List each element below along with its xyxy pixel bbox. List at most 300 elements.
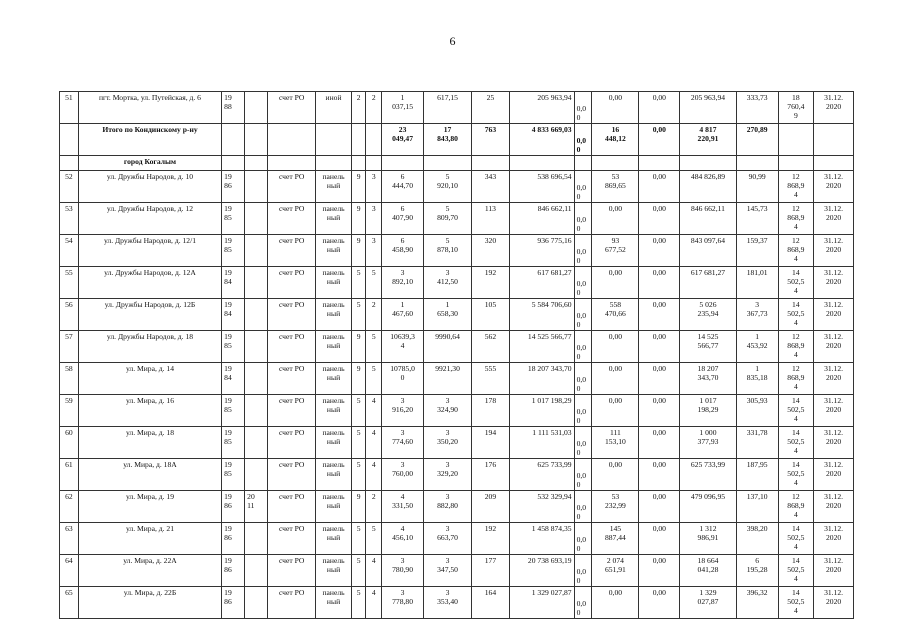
floors: 9 [351,203,366,235]
unit-cost: 1 453,92 [736,331,778,363]
floors: 5 [351,587,366,619]
floors: 9 [351,235,366,267]
area-total: 4 331,50 [382,491,424,523]
fund-federal: 0,0 0 [574,203,592,235]
entrances: 2 [366,491,382,523]
build-year: 19 85 [222,395,245,427]
fund-municipal: 0,00 [639,363,680,395]
area-living: 3 412,50 [423,267,471,299]
entrances: 4 [366,459,382,491]
fund-owners: 1 329 027,87 [680,587,736,619]
residents: 343 [472,171,510,203]
entrances: 2 [366,92,382,124]
area-living: 617,15 [423,92,471,124]
entrances: 3 [366,171,382,203]
fund-method: счет РО [268,92,316,124]
deadline: 31.12. 2020 [814,299,854,331]
unit-limit: 12 868,9 4 [778,331,814,363]
fund-regional: 53 232,99 [592,491,639,523]
total-fund-municipal: 0,00 [639,124,680,156]
unit-cost: 398,20 [736,523,778,555]
fund-regional: 0,00 [592,363,639,395]
address: ул. Мира, д. 21 [78,523,221,555]
area-living: 5 920,10 [423,171,471,203]
residents: 25 [472,92,510,124]
row-number: 60 [60,427,79,459]
residents: 113 [472,203,510,235]
row-number: 56 [60,299,79,331]
total-fund-regional: 16 448,12 [592,124,639,156]
row-number: 61 [60,459,79,491]
fund-federal: 0,0 0 [574,235,592,267]
area-living: 3 329,20 [423,459,471,491]
unit-cost: 331,78 [736,427,778,459]
deadline: 31.12. 2020 [814,395,854,427]
fund-owners: 18 207 343,70 [680,363,736,395]
table-row [60,491,854,523]
fund-method: счет РО [268,459,316,491]
address: ул. Мира, д. 22А [78,555,221,587]
fund-owners: 843 097,64 [680,235,736,267]
deadline: 31.12. 2020 [814,555,854,587]
renovation-year [245,171,268,203]
wall-material: панель ный [316,363,352,395]
unit-limit: 12 868,9 4 [778,363,814,395]
fund-municipal: 0,00 [639,92,680,124]
fund-method: счет РО [268,491,316,523]
unit-limit: 14 502,5 4 [778,267,814,299]
cost-total: 205 963,94 [509,92,574,124]
renovation-year [245,203,268,235]
unit-limit: 14 502,5 4 [778,523,814,555]
area-living: 3 347,50 [423,555,471,587]
fund-regional: 0,00 [592,459,639,491]
fund-municipal: 0,00 [639,235,680,267]
build-year: 19 86 [222,523,245,555]
deadline: 31.12. 2020 [814,92,854,124]
total-label: Итого по Кондинскому р-ну [78,124,221,156]
area-total: 3 760,00 [382,459,424,491]
row-number: 63 [60,523,79,555]
fund-regional: 0,00 [592,587,639,619]
renovation-year [245,267,268,299]
unit-limit: 12 868,9 4 [778,171,814,203]
residents: 209 [472,491,510,523]
entrances: 4 [366,427,382,459]
fund-owners: 484 826,89 [680,171,736,203]
row-number: 53 [60,203,79,235]
table-row [60,523,854,555]
table-row [60,459,854,491]
address: ул. Дружбы Народов, д. 12Б [78,299,221,331]
residents: 177 [472,555,510,587]
fund-regional: 93 677,52 [592,235,639,267]
deadline: 31.12. 2020 [814,331,854,363]
entrances: 4 [366,587,382,619]
cost-total: 20 738 693,19 [509,555,574,587]
cost-total: 1 017 198,29 [509,395,574,427]
table-row [60,427,854,459]
total-area-total: 23 049,47 [382,124,424,156]
entrances: 4 [366,395,382,427]
build-year: 19 88 [222,92,245,124]
wall-material: панель ный [316,267,352,299]
area-living: 3 350,20 [423,427,471,459]
row-number: 65 [60,587,79,619]
fund-owners: 846 662,11 [680,203,736,235]
wall-material: панель ный [316,299,352,331]
fund-owners: 1 017 198,29 [680,395,736,427]
wall-material: панель ный [316,203,352,235]
table-row [60,235,854,267]
cost-total: 14 525 566,77 [509,331,574,363]
unit-cost: 159,37 [736,235,778,267]
renovation-year: 20 11 [245,491,268,523]
cost-total: 936 775,16 [509,235,574,267]
build-year: 19 86 [222,587,245,619]
wall-material: панель ный [316,395,352,427]
unit-cost: 145,73 [736,203,778,235]
renovation-year [245,459,268,491]
fund-owners: 18 664 041,28 [680,555,736,587]
table-row [60,395,854,427]
area-total: 6 458,90 [382,235,424,267]
wall-material: панель ный [316,587,352,619]
fund-regional: 111 153,10 [592,427,639,459]
city-label: город Когалым [78,156,221,171]
floors: 5 [351,555,366,587]
table-row [60,171,854,203]
address: ул. Дружбы Народов, д. 18 [78,331,221,363]
cost-total: 625 733,99 [509,459,574,491]
fund-owners: 617 681,27 [680,267,736,299]
row-number: 59 [60,395,79,427]
residents: 562 [472,331,510,363]
fund-federal: 0,0 0 [574,587,592,619]
area-total: 10639,3 4 [382,331,424,363]
unit-limit: 14 502,5 4 [778,459,814,491]
table-row [60,203,854,235]
entrances: 5 [366,331,382,363]
residents: 164 [472,587,510,619]
renovation-year [245,587,268,619]
floors: 5 [351,299,366,331]
total-fund-owners: 4 817 220,91 [680,124,736,156]
fund-method: счет РО [268,555,316,587]
total-row [60,124,854,156]
fund-municipal: 0,00 [639,331,680,363]
residents: 176 [472,459,510,491]
residents: 105 [472,299,510,331]
unit-limit: 18 760,4 9 [778,92,814,124]
fund-federal: 0,0 0 [574,395,592,427]
unit-cost: 187,95 [736,459,778,491]
fund-method: счет РО [268,363,316,395]
unit-cost: 396,32 [736,587,778,619]
area-total: 6 444,70 [382,171,424,203]
wall-material: панель ный [316,427,352,459]
area-total: 3 780,90 [382,555,424,587]
fund-federal: 0,0 0 [574,555,592,587]
unit-cost: 90,99 [736,171,778,203]
unit-cost: 333,73 [736,92,778,124]
fund-federal: 0,0 0 [574,491,592,523]
build-year: 19 86 [222,171,245,203]
table-row [60,555,854,587]
address: пгт. Мортка, ул. Путейская, д. 6 [78,92,221,124]
fund-regional: 0,00 [592,395,639,427]
unit-cost: 3 367,73 [736,299,778,331]
table-row [60,587,854,619]
renovation-year [245,523,268,555]
floors: 5 [351,395,366,427]
area-total: 10785,0 0 [382,363,424,395]
deadline: 31.12. 2020 [814,235,854,267]
fund-municipal: 0,00 [639,555,680,587]
cost-total: 1 458 874,35 [509,523,574,555]
row-number: 58 [60,363,79,395]
unit-limit: 12 868,9 4 [778,491,814,523]
fund-regional: 0,00 [592,331,639,363]
fund-municipal: 0,00 [639,459,680,491]
fund-owners: 1 312 986,91 [680,523,736,555]
fund-regional: 2 074 651,91 [592,555,639,587]
entrances: 3 [366,203,382,235]
unit-limit: 14 502,5 4 [778,299,814,331]
fund-municipal: 0,00 [639,395,680,427]
area-living: 3 882,80 [423,491,471,523]
build-year: 19 85 [222,235,245,267]
build-year: 19 85 [222,459,245,491]
fund-federal: 0,0 0 [574,171,592,203]
fund-regional: 0,00 [592,92,639,124]
fund-municipal: 0,00 [639,587,680,619]
build-year: 19 84 [222,267,245,299]
address: ул. Дружбы Народов, д. 12/1 [78,235,221,267]
row-number: 55 [60,267,79,299]
fund-method: счет РО [268,267,316,299]
unit-limit: 14 502,5 4 [778,427,814,459]
wall-material: иной [316,92,352,124]
area-total: 1 467,60 [382,299,424,331]
fund-owners: 479 096,95 [680,491,736,523]
address: ул. Дружбы Народов, д. 12А [78,267,221,299]
build-year: 19 86 [222,491,245,523]
build-year: 19 85 [222,331,245,363]
fund-regional: 53 869,65 [592,171,639,203]
unit-limit: 14 502,5 4 [778,395,814,427]
fund-regional: 145 887,44 [592,523,639,555]
area-total: 1 037,15 [382,92,424,124]
fund-owners: 1 000 377,93 [680,427,736,459]
deadline: 31.12. 2020 [814,427,854,459]
fund-municipal: 0,00 [639,491,680,523]
address: ул. Мира, д. 22Б [78,587,221,619]
fund-federal: 0,0 0 [574,363,592,395]
fund-method: счет РО [268,235,316,267]
renovation-year [245,235,268,267]
total-residents: 763 [472,124,510,156]
row-number: 54 [60,235,79,267]
deadline: 31.12. 2020 [814,587,854,619]
fund-method: счет РО [268,171,316,203]
unit-limit: 14 502,5 4 [778,587,814,619]
city-header-row [60,156,854,171]
fund-method: счет РО [268,203,316,235]
total-cost: 4 833 669,03 [509,124,574,156]
fund-method: счет РО [268,299,316,331]
area-living: 9921,30 [423,363,471,395]
residents: 194 [472,427,510,459]
fund-regional: 0,00 [592,267,639,299]
floors: 5 [351,267,366,299]
row-number: 57 [60,331,79,363]
fund-federal: 0,0 0 [574,92,592,124]
fund-municipal: 0,00 [639,523,680,555]
fund-regional: 0,00 [592,203,639,235]
row-number: 52 [60,171,79,203]
table-row [60,92,854,124]
area-living: 3 663,70 [423,523,471,555]
fund-owners: 625 733,99 [680,459,736,491]
area-living: 3 324,90 [423,395,471,427]
fund-federal: 0,0 0 [574,331,592,363]
address: ул. Мира, д. 14 [78,363,221,395]
cost-total: 5 584 706,60 [509,299,574,331]
renovation-year [245,299,268,331]
floors: 9 [351,491,366,523]
cost-total: 617 681,27 [509,267,574,299]
fund-owners: 14 525 566,77 [680,331,736,363]
fund-municipal: 0,00 [639,427,680,459]
wall-material: панель ный [316,523,352,555]
unit-cost: 6 195,28 [736,555,778,587]
build-year: 19 84 [222,363,245,395]
wall-material: панель ный [316,555,352,587]
fund-method: счет РО [268,395,316,427]
unit-limit: 12 868,9 4 [778,235,814,267]
residents: 555 [472,363,510,395]
unit-cost: 181,01 [736,267,778,299]
renovation-year [245,331,268,363]
wall-material: панель ный [316,235,352,267]
address: ул. Дружбы Народов, д. 12 [78,203,221,235]
area-living: 5 878,10 [423,235,471,267]
fund-method: счет РО [268,523,316,555]
page-number: 6 [449,34,456,48]
row-number: 64 [60,555,79,587]
entrances: 2 [366,299,382,331]
area-total: 3 774,60 [382,427,424,459]
build-year: 19 85 [222,203,245,235]
entrances: 3 [366,235,382,267]
fund-federal: 0,0 0 [574,267,592,299]
unit-cost: 305,93 [736,395,778,427]
cost-total: 532 329,94 [509,491,574,523]
entrances: 4 [366,555,382,587]
total-fund-federal: 0,0 0 [574,124,592,156]
fund-federal: 0,0 0 [574,459,592,491]
renovation-year [245,427,268,459]
entrances: 5 [366,363,382,395]
floors: 5 [351,459,366,491]
wall-material: панель ный [316,171,352,203]
fund-municipal: 0,00 [639,267,680,299]
area-living: 1 658,30 [423,299,471,331]
floors: 9 [351,363,366,395]
address: ул. Мира, д. 19 [78,491,221,523]
wall-material: панель ный [316,331,352,363]
build-year: 19 84 [222,299,245,331]
area-living: 3 353,40 [423,587,471,619]
deadline: 31.12. 2020 [814,491,854,523]
deadline: 31.12. 2020 [814,203,854,235]
total-unit-cost: 270,89 [736,124,778,156]
unit-limit: 14 502,5 4 [778,555,814,587]
fund-method: счет РО [268,587,316,619]
table-row [60,267,854,299]
floors: 5 [351,523,366,555]
total-area-living: 17 843,80 [423,124,471,156]
row-number: 62 [60,491,79,523]
deadline: 31.12. 2020 [814,267,854,299]
fund-regional: 558 470,66 [592,299,639,331]
fund-owners: 5 026 235,94 [680,299,736,331]
residents: 192 [472,523,510,555]
fund-owners: 205 963,94 [680,92,736,124]
fund-federal: 0,0 0 [574,523,592,555]
residents: 192 [472,267,510,299]
area-living: 9990,64 [423,331,471,363]
renovation-year [245,92,268,124]
area-total: 4 456,10 [382,523,424,555]
residents: 178 [472,395,510,427]
fund-method: счет РО [268,331,316,363]
cost-total: 846 662,11 [509,203,574,235]
address: ул. Мира, д. 18А [78,459,221,491]
build-year: 19 86 [222,555,245,587]
cost-total: 1 329 027,87 [509,587,574,619]
cost-total: 18 207 343,70 [509,363,574,395]
area-total: 3 916,20 [382,395,424,427]
address: ул. Мира, д. 16 [78,395,221,427]
floors: 2 [351,92,366,124]
unit-cost: 137,10 [736,491,778,523]
fund-federal: 0,0 0 [574,299,592,331]
fund-municipal: 0,00 [639,299,680,331]
residents: 320 [472,235,510,267]
table-row [60,299,854,331]
deadline: 31.12. 2020 [814,363,854,395]
floors: 9 [351,331,366,363]
table-row [60,363,854,395]
table-row [60,331,854,363]
address: ул. Мира, д. 18 [78,427,221,459]
renovation-year [245,363,268,395]
housing-register-table [59,91,854,619]
fund-method: счет РО [268,427,316,459]
fund-federal: 0,0 0 [574,427,592,459]
renovation-year [245,395,268,427]
entrances: 5 [366,523,382,555]
unit-limit: 12 868,9 4 [778,203,814,235]
unit-cost: 1 835,18 [736,363,778,395]
deadline: 31.12. 2020 [814,523,854,555]
fund-municipal: 0,00 [639,203,680,235]
deadline: 31.12. 2020 [814,171,854,203]
area-total: 3 778,80 [382,587,424,619]
area-total: 3 892,10 [382,267,424,299]
